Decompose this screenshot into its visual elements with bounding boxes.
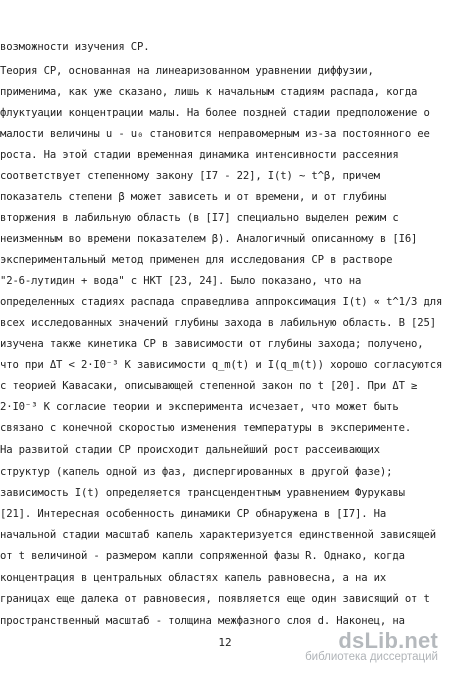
text-line-28: пространственный масштаб - толщина межфазного слоя d. Наконец, на (0, 615, 405, 627)
text-line-7: соответствует степенному закону [I7 - 22], I(t) ~ t^β, причем (0, 170, 380, 182)
text-line-26: концентрация в центральных областях капель равновесна, а на их (0, 572, 387, 584)
text-line-15: изучена также кинетика СР в зависимости от глубины захода; получено, (0, 338, 424, 350)
text-line-3: применима, как уже сказано, лишь к начальным стадиям распада, когда (0, 86, 418, 98)
text-line-24: начальной стадии масштаб капель характеризуется единственной зависящей (0, 529, 436, 541)
text-line-4: флуктуации концентрации малы. На более поздней стадии предположение о (0, 107, 430, 119)
text-line-1: возможности изучения СР. (0, 41, 150, 53)
text-line-14: всех исследованных значений глубины захода в лабильную область. В [25] (0, 317, 436, 329)
text-line-25: от t величиной - размером капли сопряженной фазы R. Однако, когда (0, 550, 405, 562)
watermark (305, 628, 438, 663)
text-line-8: показатель степени β может зависеть и от времени, и от глубины (0, 191, 387, 203)
text-line-13: определенных стадиях распада справедлива аппроксимация I(t) ∝ t^1/3 для (0, 296, 443, 308)
text-line-23: [21]. Интересная особенность динамики СР обнаружена в [I7]. На (0, 508, 387, 520)
text-line-22: зависимость I(t) определяется трансцендентным уравнением Фурукавы (0, 487, 405, 499)
text-line-18: 2·I0⁻³ К согласие теории и эксперимента исчезает, что может быть (0, 401, 399, 413)
page-number: 12 (218, 636, 232, 649)
text-line-20: На развитой стадии СР происходит дальнейший рост рассеивающих (0, 444, 380, 456)
text-line-11: экспериментальный метод применен для исследования СР в растворе (0, 254, 393, 266)
text-line-21: структур (капель одной из фаз, диспергированных в другой фазе); (0, 466, 393, 478)
watermark-tagline: библиотека диссертаций (305, 651, 438, 663)
text-line-17: с теорией Кавасаки, описывающей степенной закон по t [20]. При ΔT ≥ (0, 380, 418, 392)
text-line-12: "2-6-лутидин + вода" с НКТ [23, 24]. Было показано, что на (0, 275, 362, 287)
watermark-brand: dsLib.net (338, 628, 438, 653)
text-line-10: неизменным во времени показателем β). Аналогичный описанному в [I6] (0, 233, 418, 245)
text-line-16: что при ΔT < 2·I0⁻³ К зависимости q_m(t) и I(q_m(t)) хорошо согласуются (0, 359, 443, 371)
text-line-27: границах еще далека от равновесия, появляется еще один зависящий от t (0, 593, 430, 605)
text-line-9: вторжения в лабильную область (в [I7] специально выделен режим с (0, 212, 399, 224)
text-line-6: роста. На этой стадии временная динамика интенсивности рассеяния (0, 149, 399, 161)
text-line-19: связано с конечной скоростью изменения температуры в эксперименте. (0, 422, 412, 434)
text-line-5: малости величины u - u₀ становится неправомерным из-за постоянного ее (0, 128, 430, 140)
text-line-2: Теория СР, основанная на линеаризованном уравнении диффузии, (0, 65, 374, 77)
